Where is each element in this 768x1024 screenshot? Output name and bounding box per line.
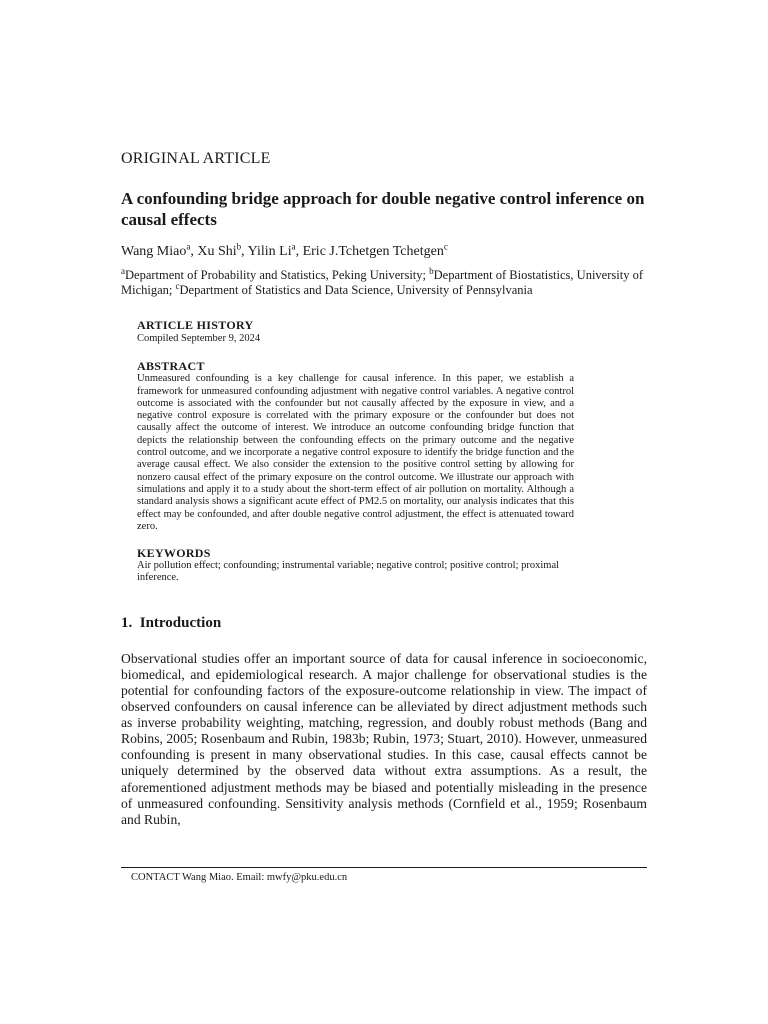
affil-mark: b [429,265,434,276]
author-separator: , [295,244,303,259]
abstract [137,359,574,533]
affil-text: Department of Biostatistics, University of Michigan; [121,268,643,297]
abstract-heading: ABSTRACT [137,359,205,374]
affiliations [121,265,647,298]
author-name: Yilin Li [247,244,292,259]
section-heading: 1. Introduction [121,614,222,631]
author-name: Xu Shi [197,244,237,259]
author-name: Eric J.Tchetgen Tchetgen [302,244,444,259]
article-type: ORIGINAL ARTICLE [121,150,271,167]
author-affil-mark: c [443,241,448,252]
author-affil-mark: b [236,241,242,252]
author [302,241,448,259]
affil-text: Department of Probability and Statistics, Peking University; [125,268,430,282]
author [247,241,303,259]
compiled-date: Compiled September 9, 2024 [137,333,261,344]
author-name: Wang Miao [121,244,187,259]
paper-title: A confounding bridge approach for double negative control inference on causal effects [121,189,645,229]
author-list [121,241,647,260]
front-matter-box [137,318,574,585]
affil-text: Department of Statistics and Data Science, University of Pennsylvania [179,283,533,297]
contact-footnote: CONTACT Wang Miao. Email: mwfy@pku.edu.cn [131,872,348,883]
keywords-text: Air pollution effect; confounding; instrumental variable; negative control; positive control; proximal inference. [137,560,560,584]
keywords-heading: KEYWORDS [137,546,211,561]
abstract-text: Unmeasured confounding is a key challenge for causal inference. In this paper, we establish a framework for unmeasured confounding adjustment with negative control variables. A negative control outcome is associated with the confounder but not causally affected by the exposure in view, and a negative control exposure is correlated with the primary exposure or the confounder but does not causally affect the outcome of interest. We introduce an outcome confounding bridge function that depicts the relationship between the confounding effects on the primary outcome and the negative control outcome, and we incorporate a negative control exposure to identify the bridge function and the average causal effect. We also consider the extension to the positive control setting by allowing for nonzero causal effect of the primary exposure on the control outcome. We illustrate our approach with simulations and apply it to a study about the short-term effect of air pollution on mortality. Although a standard analysis shows a significant acute effect of PM2.5 on mortality, our analysis indicates that this effect may be confounded, and after double negative control adjustment, the effect is attenuated toward zero. [137,373,574,532]
author [197,241,248,259]
affil-mark: c [175,280,180,291]
keywords [137,546,574,585]
author-affil-mark: a [291,241,296,252]
history-heading: ARTICLE HISTORY [137,318,254,332]
author-separator: , [190,244,198,259]
article-history [137,318,574,345]
author-affil-mark: a [186,241,191,252]
footnote-rule [121,867,647,868]
section-body: Observational studies offer an important source of data for causal inference in socioeconomic, biomedical, and epidemiological research. A major challenge for observational studies is the potential for confounding factors of the exposure-outcome relationship in view. The impact of observed confounders on causal inference can be alleviated by direct adjustment methods such as inverse probability weighting, matching, regression, and doubly robust methods (Bang and Robins, 2005; Rosenbaum and Rubin, 1983b; Rubin, 1973; Stuart, 2010). However, unmeasured confounding is present in many observational studies. In this case, causal effects cannot be uniquely determined by the observed data without extra assumptions. As a result, the aforementioned adjustment methods may be biased and potentially misleading in the presence of unmeasured confounding. Sensitivity analysis methods (Cornfield et al., 1959; Rosenbaum and Rubin, [121,650,647,827]
author [121,241,198,259]
paper-page [121,150,647,828]
author-separator: , [241,244,248,259]
affil-mark: a [121,265,125,276]
